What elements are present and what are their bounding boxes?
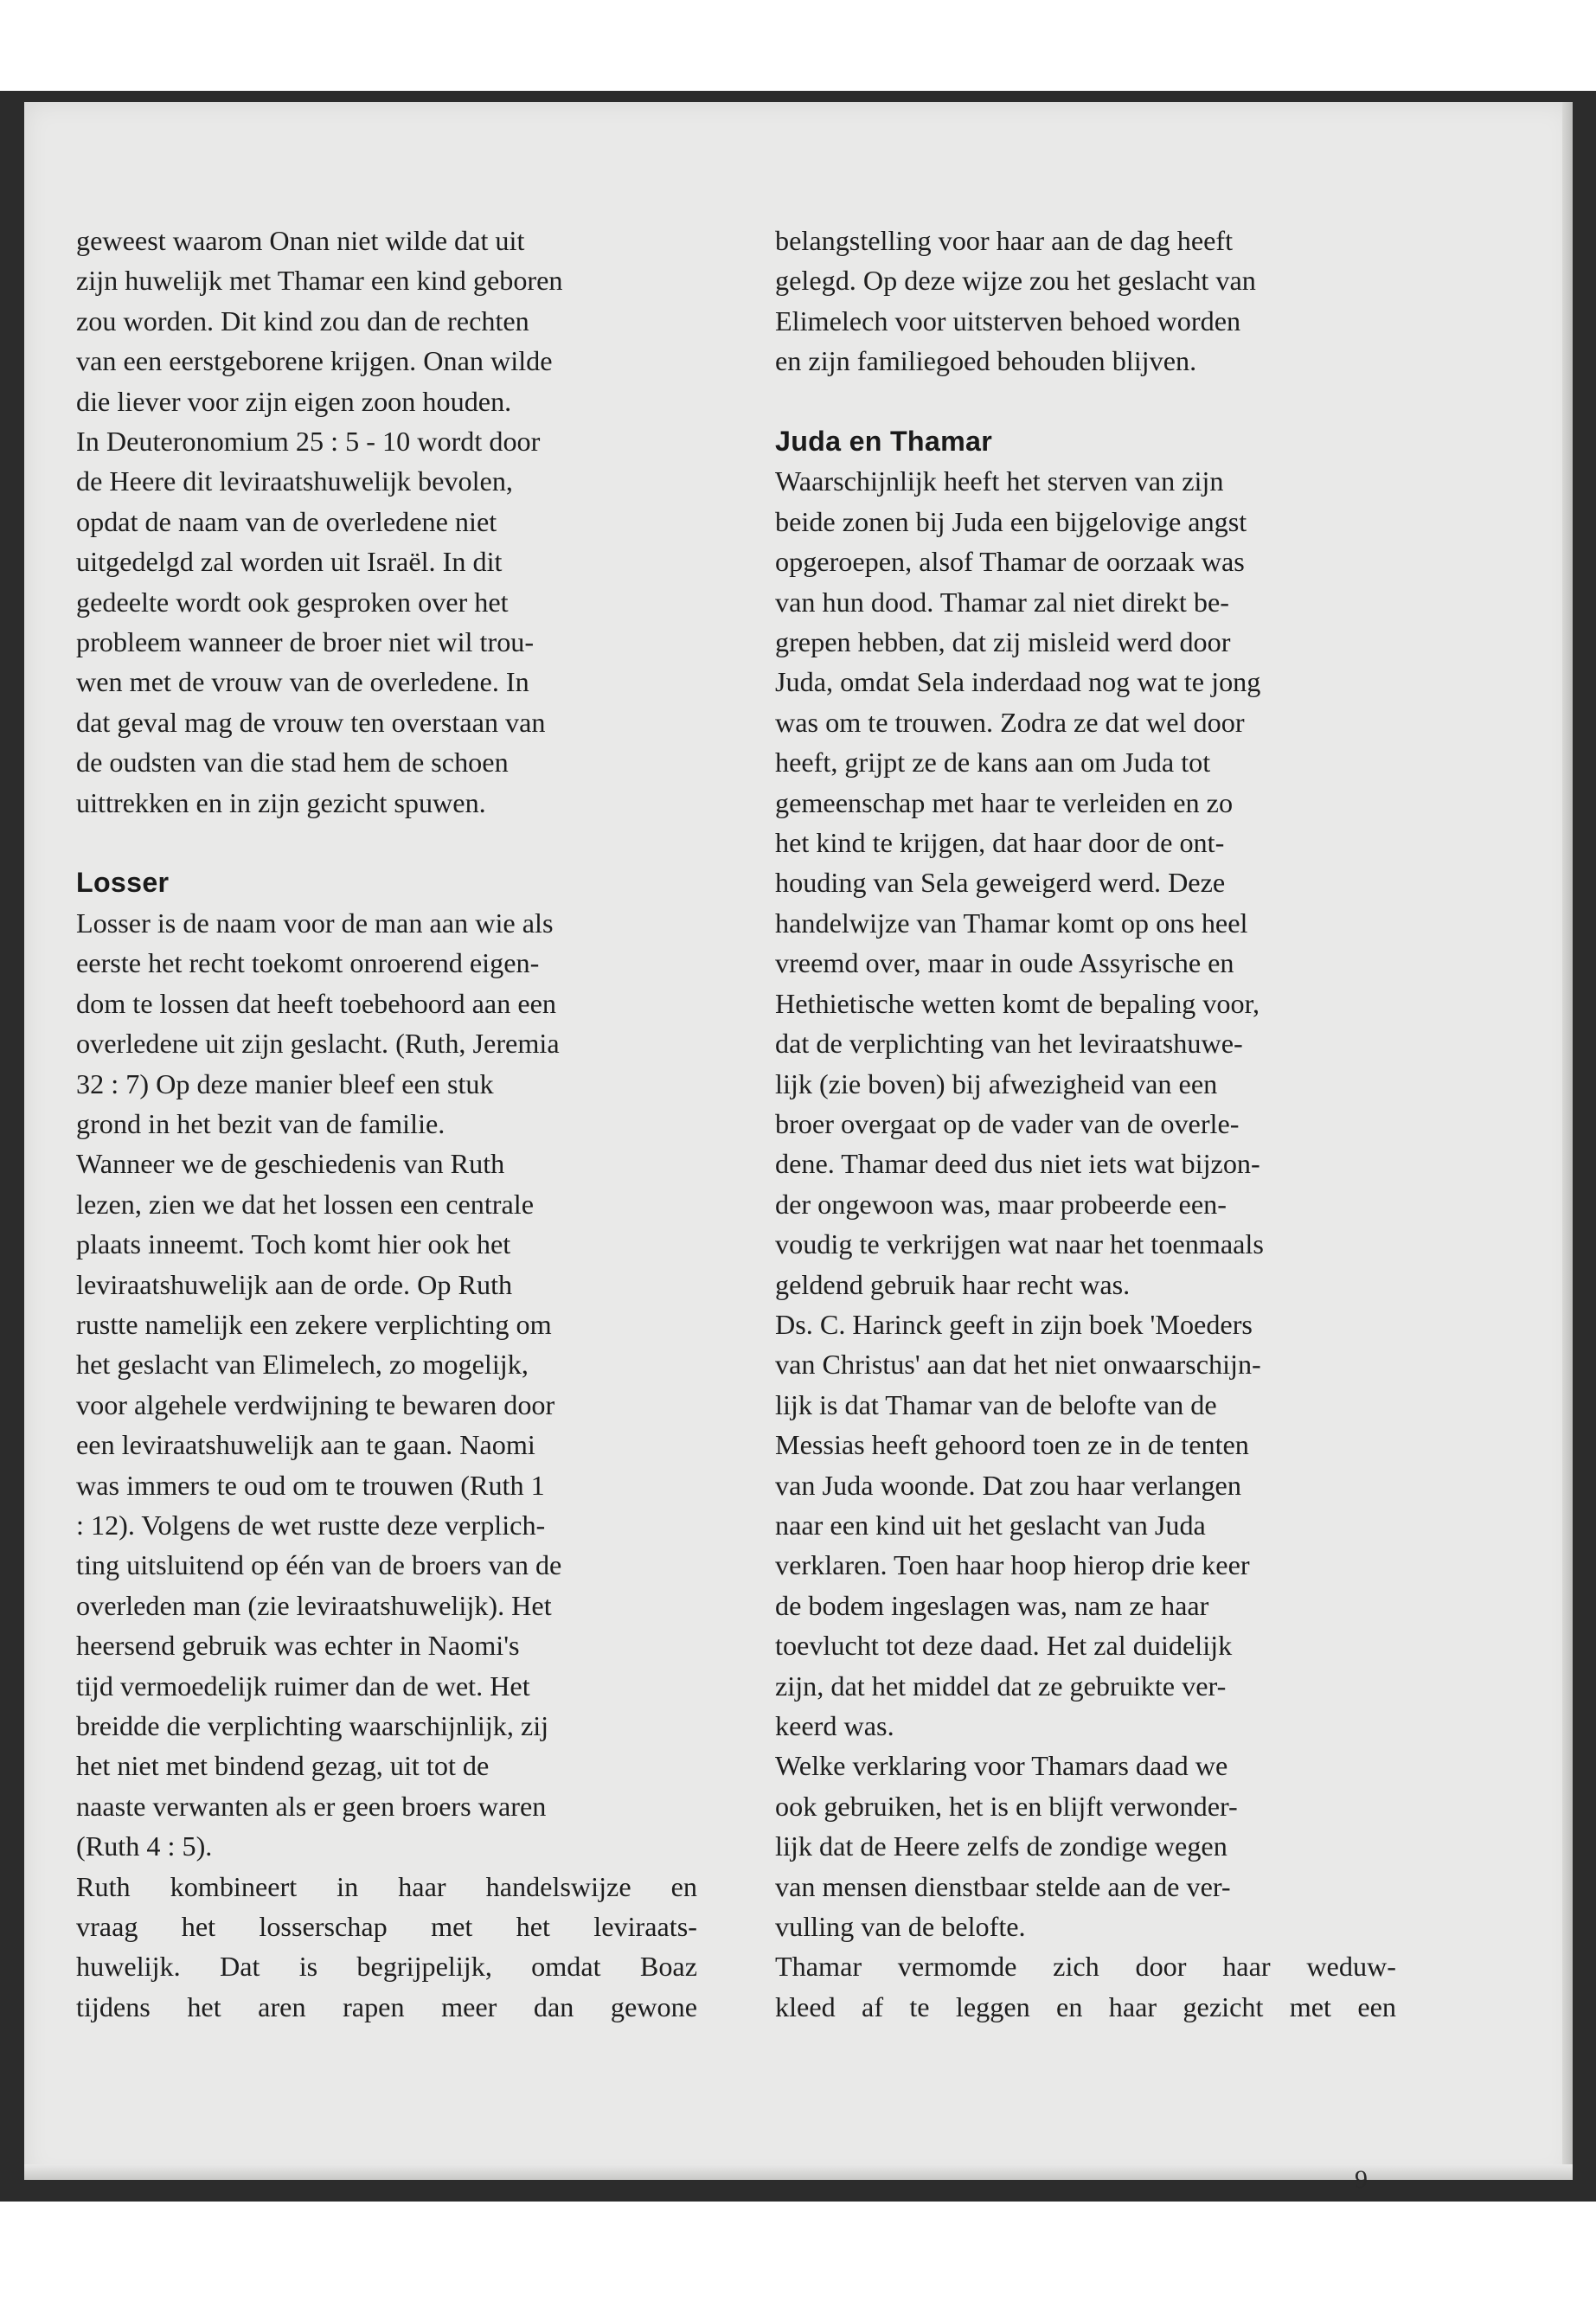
paragraph: Welke verklaring voor Thamars daad we ook gebruiken, het is en blijft verwonder- lijk dat de Heere zelfs de zondige wegen van mensen dienstbaar stelde aan de ver- vulling van de belofte. (775, 1750, 1238, 1943)
paragraph: Losser is de naam voor de man aan wie als eerste het recht toekomt onroerend eigen- dom te lossen dat heeft toebehoord aan een overledene uit zijn geslacht. (Ruth, Jeremia 32 : 7) Op deze manier bleef een stuk grond in het bezit van de familie. (76, 907, 560, 1139)
paragraph: geweest waarom Onan niet wilde dat uit zijn huwelijk met Thamar een kind geboren zou worden. Dit kind zou dan de rechten van een eerstgeborene krijgen. Onan wilde die liever voor zijn eigen zoon houden. (76, 225, 563, 417)
document-page (24, 102, 1573, 2194)
left-column (76, 221, 697, 2027)
page-edge (1562, 102, 1573, 2180)
page-number: 9 (1355, 2165, 1368, 2194)
page-bottom-edge (24, 2164, 1573, 2180)
right-column (775, 221, 1396, 2027)
paragraph: Ds. C. Harinck geeft in zijn boek 'Moeders van Christus' aan dat het niet onwaarschijn- lijk is dat Thamar van de belofte van de Messias heeft gehoord toen ze in de tenten van Juda woonde. Dat zou haar verlangen naar een kind uit het geslacht van Juda verklaren. Toen haar hoop hierop drie keer de bodem ingeslagen was, nam ze haar toevlucht tot deze daad. Het zal duidelijk zijn, dat het middel dat ze gebruikte ver- keerd was. (775, 1308, 1261, 1742)
paragraph: In Deuteronomium 25 : 5 - 10 wordt door de Heere dit leviraatshuwelijk bevolen, opdat de naam van de overledene niet uitgedelgd zal worden uit Israël. In dit gedeelte wordt ook gesproken over het probleem wanneer de broer niet wil trou- wen met de vrouw van de overledene. In dat geval mag de vrouw ten overstaan van de oudsten van die stad hem de schoen uittrekken en in zijn gezicht spuwen. (76, 426, 546, 818)
paragraph: Ruth kombineert in haar handelswijze en vraag het losserschap met het leviraats- huwelijk. Dat is begrijpelijk, omdat Boaz tijdens het aren rapen meer dan gewone (76, 1870, 697, 2022)
paragraph: Waarschijnlijk heeft het sterven van zijn beide zonen bij Juda een bijgelovige angst opgeroepen, alsof Thamar de oorzaak was van hun dood. Thamar zal niet direkt be- grepen hebben, dat zij misleid werd door Juda, omdat Sela inderdaad nog wat te jong was om te trouwen. Zodra ze dat wel door heeft, grijpt ze de kans aan om Juda tot gemeenschap met haar te verleiden en zo het kind te krijgen, dat haar door de ont- houding van Sela geweigerd werd. Deze handelwijze van Thamar komt op ons heel vreemd over, maar in oude Assyrische en Hethietische wetten komt de bepaling voor, dat de verplichting van het leviraatshuwe- lijk (zie boven) bij afwezigheid van een broer overgaat op de vader van de overle- dene. Thamar deed dus niet iets wat bijzon- der ongewoon was, maar probeerde een- voudig te verkrijgen wat naar het toenmaals geldend gebruik haar recht was. (775, 465, 1264, 1300)
paragraph: Thamar vermomde zich door haar weduw- kleed af te leggen en haar gezicht met een (775, 1951, 1396, 2022)
section-heading-losser: Losser (76, 867, 170, 899)
paragraph: belangstelling voor haar aan de dag heeft gelegd. Op deze wijze zou het geslacht van Elimelech voor uitsterven behoed worden en zijn familiegoed behouden blijven. (775, 225, 1256, 377)
paragraph: Wanneer we de geschiedenis van Ruth lezen, zien we dat het lossen een centrale plaats inneemt. Toch komt hier ook het leviraatshuwelijk aan de orde. Op Ruth rustte namelijk een zekere verplichting om het geslacht van Elimelech, zo mogelijk, voor algehele verdwijning te bewaren door een leviraatshuwelijk aan te gaan. Naomi was immers te oud om te trouwen (Ruth 1 : 12). Volgens de wet rustte deze verplich- ting uitsluitend op één van de broers van de overleden man (zie leviraatshuwelijk). Het heersend gebruik was echter in Naomi's tijd vermoedelijk ruimer dan de wet. Het breidde die verplichting waarschijnlijk, zij het niet met bindend gezag, uit tot de naaste verwanten als er geen broers waren (Ruth 4 : 5). (76, 1148, 562, 1862)
section-heading-juda-en-thamar: Juda en Thamar (775, 426, 993, 458)
